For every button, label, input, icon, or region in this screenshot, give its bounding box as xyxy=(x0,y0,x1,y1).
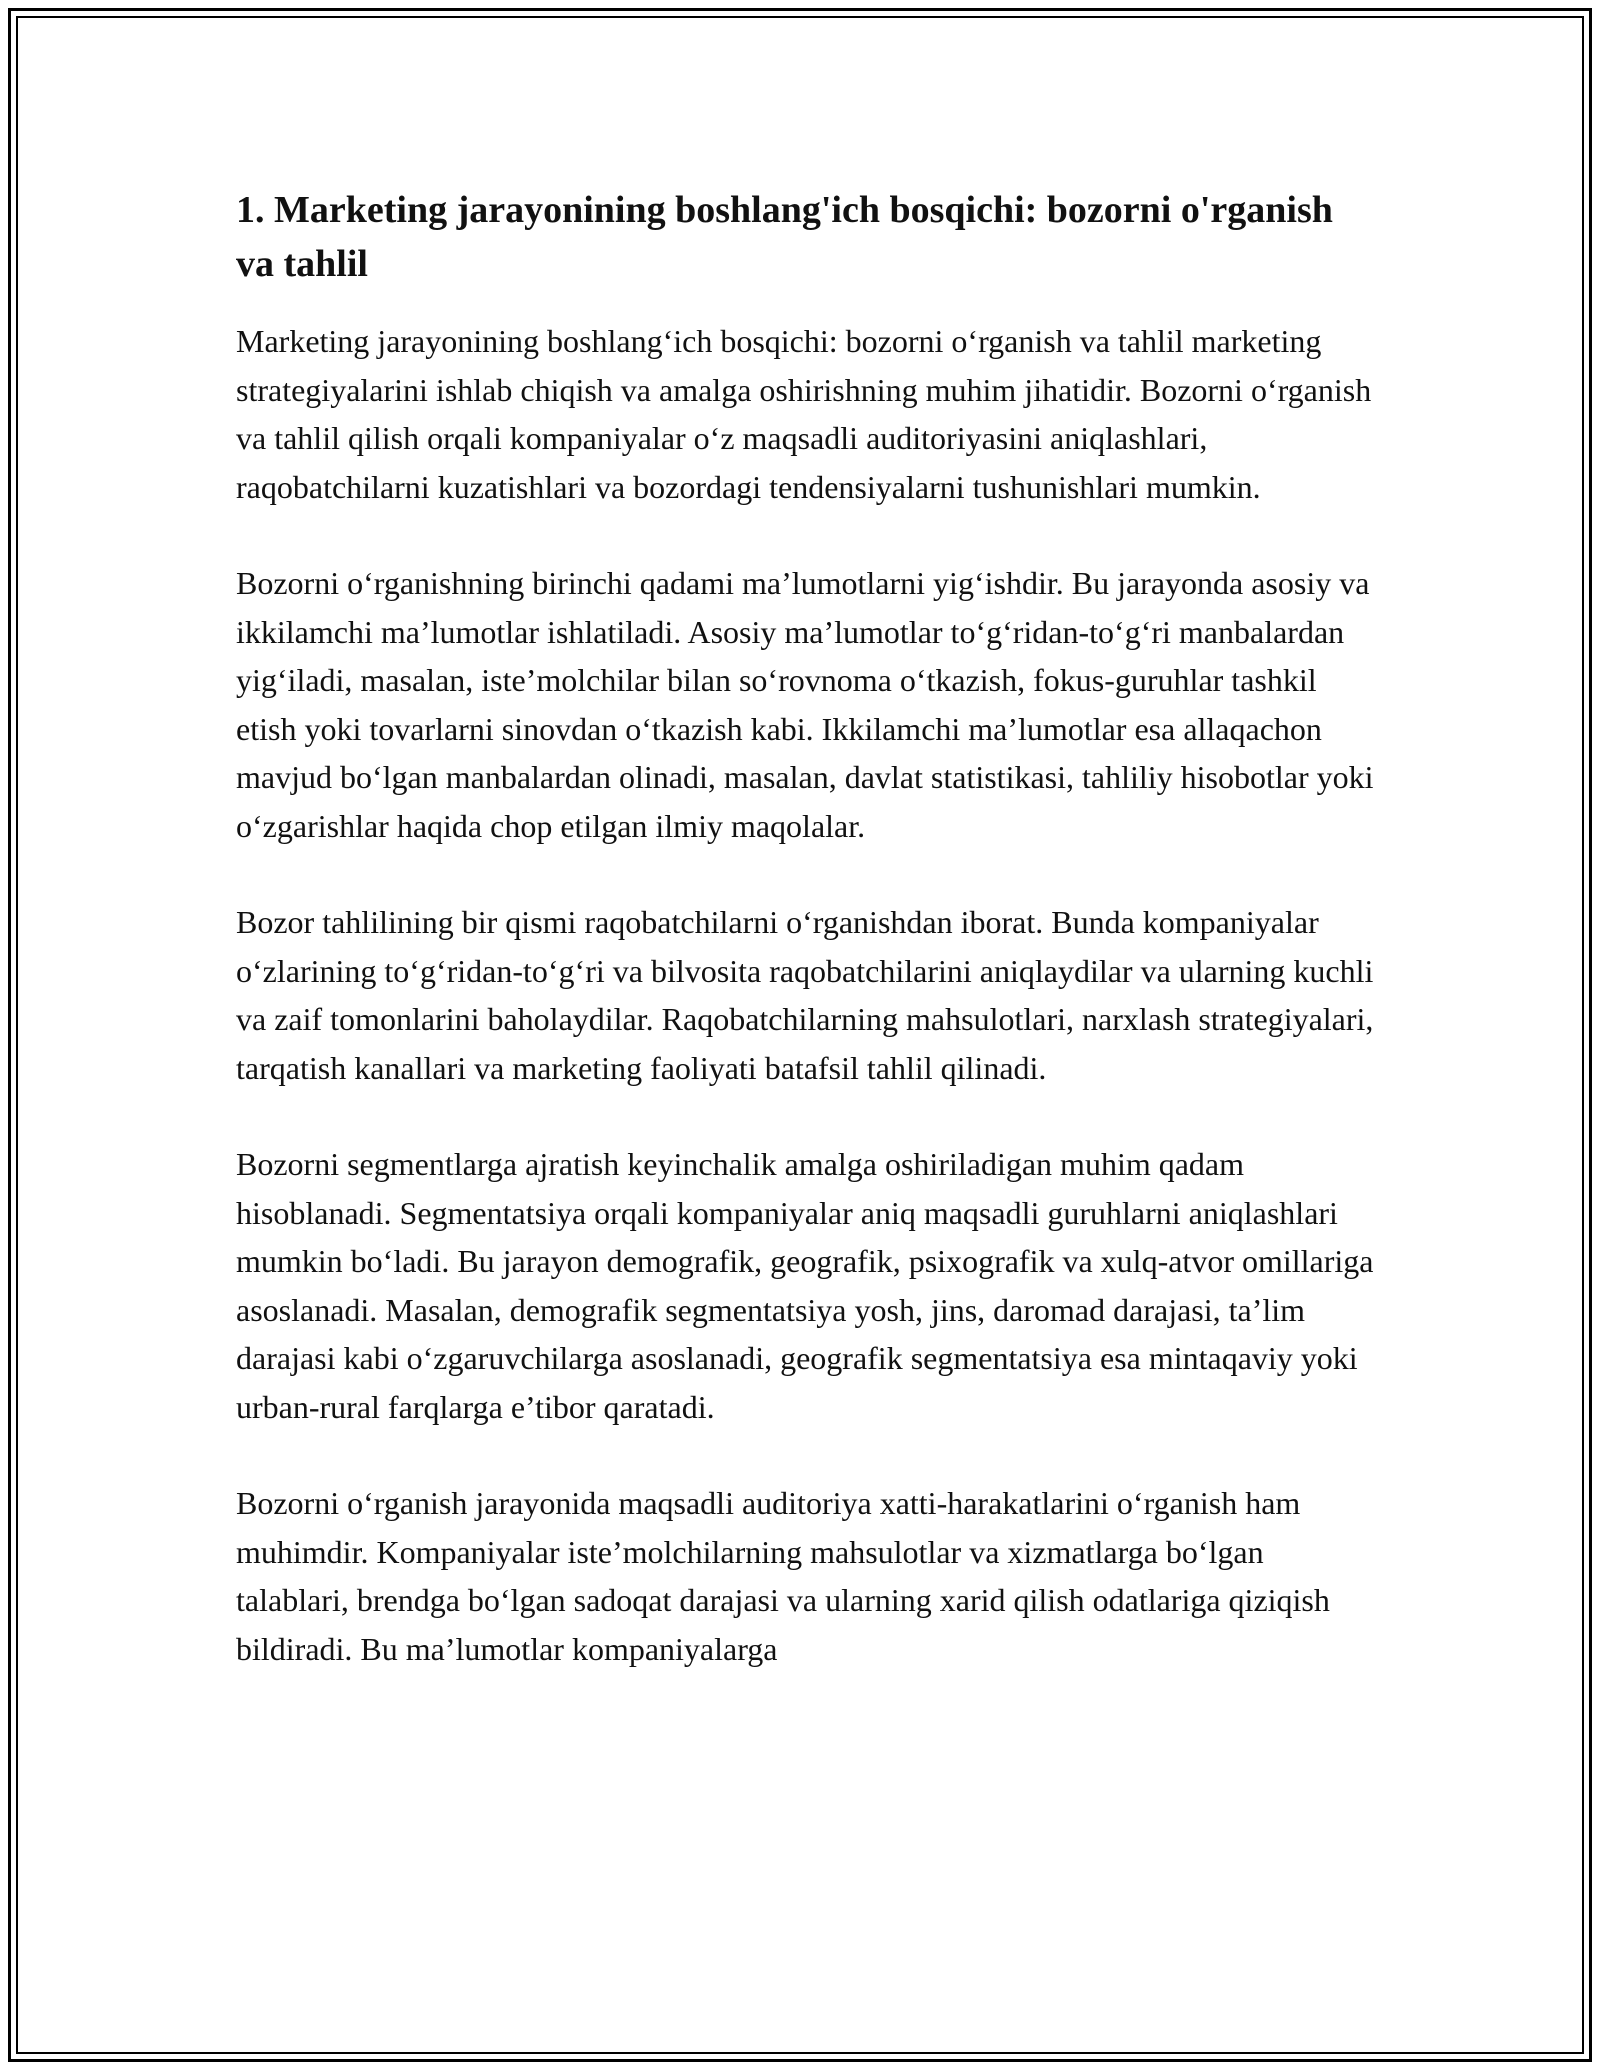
paragraph-data-collection: Bozorni o‘rganishning birinchi qadami ma’lumotlarni yig‘ishdir. Bu jarayonda asosiy va ikkilamchi ma’lumotlar ishlatiladi. Asosiy ma’lumotlar to‘g‘ridan-to‘g‘ri manbalardan yig‘iladi, masalan, iste’molchilar bilan so‘rovnoma o‘tkazish, fokus-guruhlar tashkil etish yoki tovarlarni sinovdan o‘tkazish kabi. Ikkilamchi ma’lumotlar esa allaqachon mavjud bo‘lgan manbalardan olinadi, masalan, davlat statistikasi, tahliliy hisobotlar yoki o‘zgarishlar haqida chop etilgan ilmiy maqolalar. xyxy=(236,565,1374,844)
paragraph-intro: Marketing jarayonining boshlang‘ich bosqichi: bozorni o‘rganish va tahlil marketing strategiyalarini ishlab chiqish va amalga oshirishning muhim jihatidir. Bozorni o‘rganish va tahlil qilish orqali kompaniyalar o‘z maqsadli auditoriyasini aniqlashlari, raqobatchilarni kuzatishlari va bozordagi tendensiyalarni tushunishlari mumkin. xyxy=(236,323,1372,505)
paragraph-segmentation: Bozorni segmentlarga ajratish keyinchalik amalga oshiriladigan muhim qadam hisoblanadi. Segmentatsiya orqali kompaniyalar aniq maqsadli guruhlarni aniqlashlari mumkin bo‘ladi. Bu jarayon demografik, geografik, psixografik va xulq-atvor omillariga asoslanadi. Masalan, demografik segmentatsiya yosh, jins, daromad darajasi, ta’lim darajasi kabi o‘zgaruvchilarga asoslanadi, geografik segmentatsiya esa mintaqaviy yoki urban-rural farqlarga e’tibor qaratadi. xyxy=(236,1146,1374,1425)
section-heading: 1. Marketing jarayonining boshlang'ich bosqichi: bozorni o'rganish va tahlil xyxy=(236,189,1333,285)
paragraph-audience-behavior: Bozorni o‘rganish jarayonida maqsadli auditoriya xatti-harakatlarini o‘rganish ham muhimdir. Kompaniyalar iste’molchilarning mahsulotlar va xizmatlarga bo‘lgan talablari, brendga bo‘lgan sadoqat darajasi va ularning xarid qilish odatlariga qiziqish bildiradi. Bu ma’lumotlar kompaniyalarga xyxy=(236,1485,1330,1667)
document-body xyxy=(236,183,1376,1721)
paragraph-competitor-analysis: Bozor tahlilining bir qismi raqobatchilarni o‘rganishdan iborat. Bunda kompaniyalar o‘zlarining to‘g‘ridan-to‘g‘ri va bilvosita raqobatchilarini aniqlaydilar va ularning kuchli va zaif tomonlarini baholaydilar. Raqobatchilarning mahsulotlari, narxlash strategiyalari, tarqatish kanallari va marketing faoliyati batafsil tahlil qilinadi. xyxy=(236,904,1374,1086)
